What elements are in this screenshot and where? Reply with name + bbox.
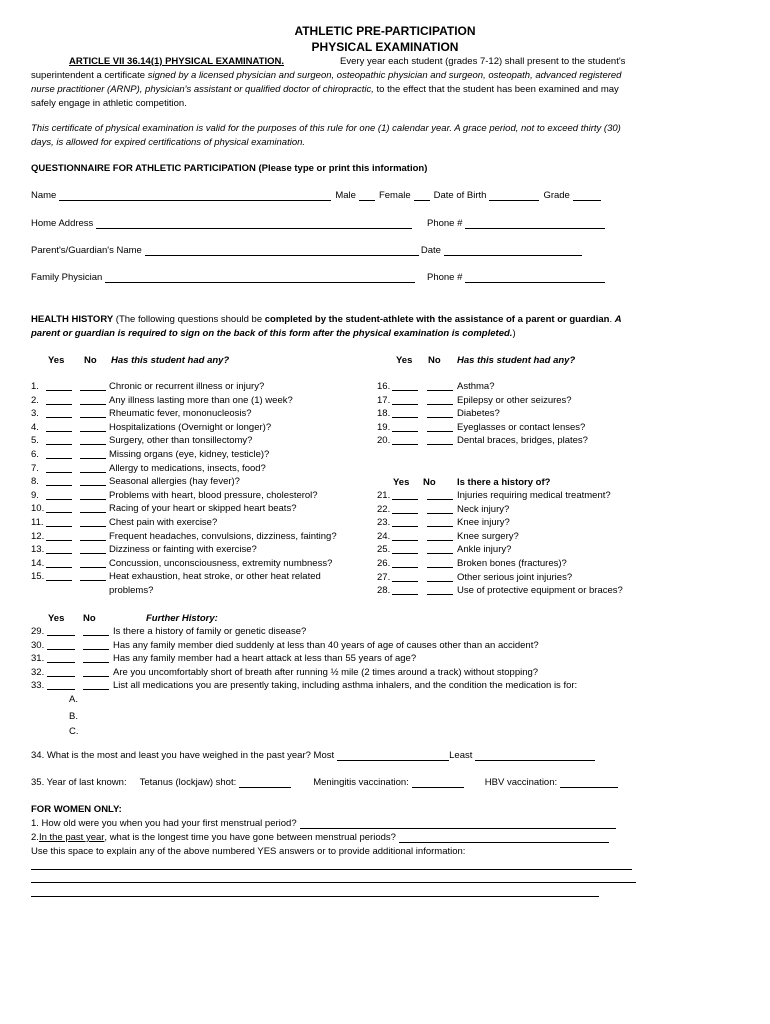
yes-blank[interactable]	[392, 490, 418, 500]
validity-text: This certificate of physical examination is valid for the purposes of this rule for one (1) calendar year. A grace period, not to exceed thirty (30) days, is allowed for expired certifications of physical examination.	[31, 123, 621, 148]
question-text: Seasonal allergies (hay fever)?	[109, 476, 240, 488]
name-label: Name	[31, 190, 57, 201]
question-number: 30.	[31, 639, 45, 651]
question-text: Knee surgery?	[457, 530, 519, 542]
question-text: Racing of your heart or skipped heart beats?	[109, 503, 297, 515]
question-number: 1.	[31, 381, 39, 392]
question-row	[31, 517, 371, 529]
question-number: 11.	[31, 517, 44, 528]
question-row	[31, 476, 371, 488]
q34-least-input[interactable]	[475, 750, 595, 761]
question-row	[377, 408, 647, 420]
q34-label: 34. What is the most and least you have weighed in the past year? Most	[31, 750, 335, 761]
form-title-line1: ATHLETIC PRE-PARTICIPATION	[294, 24, 476, 38]
yes-blank[interactable]	[46, 449, 72, 459]
yes-blank[interactable]	[46, 422, 72, 432]
right-question-header: Has this student had any?	[457, 355, 576, 366]
yes-blank[interactable]	[47, 667, 75, 677]
question-number: 26.	[377, 558, 391, 569]
no-blank[interactable]	[427, 531, 453, 541]
no-blank[interactable]	[80, 408, 106, 418]
no-blank[interactable]	[80, 381, 106, 391]
yes-blank[interactable]	[47, 626, 75, 636]
q34-most-input[interactable]	[337, 750, 449, 761]
question-row	[377, 490, 647, 502]
question-text: Asthma?	[457, 381, 495, 392]
no-blank[interactable]	[80, 463, 106, 473]
question-number: 23.	[377, 517, 391, 529]
right-no-header: No	[428, 355, 441, 366]
further-yes-header: Yes	[48, 613, 65, 624]
health-history-paragraph	[31, 313, 643, 341]
question-number: 7.	[31, 462, 39, 474]
question-number: 3.	[31, 408, 39, 420]
history-yes-header: Yes	[393, 477, 410, 488]
grade-input[interactable]	[573, 190, 601, 201]
question-row	[31, 422, 371, 434]
yes-blank[interactable]	[46, 381, 72, 391]
no-blank[interactable]	[80, 422, 106, 432]
question-number: 10.	[31, 503, 45, 515]
question-text: Has any family member had a heart attack at less than 55 years of age?	[113, 653, 417, 665]
question-number: 5.	[31, 435, 39, 447]
yes-blank[interactable]	[46, 531, 72, 541]
yes-blank[interactable]	[47, 653, 75, 663]
question-row	[31, 449, 371, 461]
question-row	[377, 544, 647, 556]
question-number: 22.	[377, 503, 391, 515]
article-heading: ARTICLE VII 36.14(1) PHYSICAL EXAMINATION.	[69, 56, 285, 67]
phone1-row	[427, 218, 605, 229]
article-text-b: signed by a licensed physician and surgeon, osteopathic physician and surgeon, osteopath, advanced registered nurse practitioner (ARNP), physician's assistant or qualified doctor of chiropractic,	[31, 70, 622, 95]
question-text: Allergy to medications, insects, food?	[109, 462, 266, 474]
q34-row	[31, 750, 595, 761]
question-row	[31, 435, 371, 447]
question-row	[31, 571, 371, 583]
question-number: 12.	[31, 530, 45, 542]
question-text: Broken bones (fractures)?	[457, 558, 567, 569]
no-blank[interactable]	[80, 395, 106, 405]
yes-blank[interactable]	[46, 408, 72, 418]
question-number: 24.	[377, 530, 391, 542]
no-blank[interactable]	[83, 640, 109, 650]
male-label: Male	[335, 190, 356, 201]
question-row	[377, 381, 647, 393]
further-no-header: No	[83, 613, 96, 624]
guardian-row	[31, 245, 582, 256]
question-row	[377, 395, 647, 407]
women-q1-row	[31, 818, 616, 829]
history-no-header: No	[423, 477, 436, 488]
question-text: Knee injury?	[457, 517, 510, 529]
no-blank[interactable]	[427, 517, 453, 527]
question-text: Epilepsy or other seizures?	[457, 394, 572, 406]
question-number: 20.	[377, 435, 391, 447]
no-blank[interactable]	[80, 544, 106, 554]
article-text-a: Every year each student (grades 7-12) shall present to the student's superintendent a certificate	[31, 56, 626, 81]
no-blank[interactable]	[427, 572, 453, 582]
questionnaire-heading: QUESTIONNAIRE FOR ATHLETIC PARTICIPATION (Please type or print this information)	[31, 163, 428, 174]
no-blank[interactable]	[427, 558, 453, 568]
women-q2-label: , what is the longest time you have gone between menstrual periods?	[104, 832, 396, 843]
question-row	[31, 544, 371, 556]
question-row	[31, 640, 651, 652]
grade-label: Grade	[543, 190, 570, 201]
no-blank[interactable]	[427, 381, 453, 391]
question-row	[377, 531, 647, 543]
question-text: List all medications you are presently taking, including asthma inhalers, and the condition the medication is for:	[113, 680, 578, 692]
question-number: 18.	[377, 408, 391, 420]
question-row	[377, 422, 647, 434]
question-number: 29.	[31, 626, 45, 637]
question-text: Has any family member died suddenly at less than 40 years of age of causes other than an accident?	[113, 639, 539, 651]
question-row	[31, 531, 371, 543]
question-text: Problems with heart, blood pressure, cholesterol?	[109, 489, 318, 501]
phone2-input[interactable]	[465, 272, 605, 283]
question-row	[377, 558, 647, 570]
question-text: Dizziness or fainting with exercise?	[109, 544, 257, 556]
physician-row	[31, 272, 415, 283]
no-blank[interactable]	[80, 531, 106, 541]
question-text: Chest pain with exercise?	[109, 517, 218, 528]
yes-blank[interactable]	[46, 476, 72, 486]
question-row	[31, 490, 371, 502]
women-q2-input[interactable]	[399, 832, 609, 843]
guardian-input[interactable]	[145, 245, 419, 256]
question-text: Eyeglasses or contact lenses?	[457, 421, 586, 433]
female-input[interactable]	[414, 190, 430, 201]
yes-blank[interactable]	[392, 504, 418, 514]
question-row	[31, 408, 371, 420]
question-number: 25.	[377, 544, 391, 556]
further-history-header: Further History:	[146, 613, 218, 624]
question-number: 2.	[31, 394, 39, 406]
explain-label: Use this space to explain any of the above numbered YES answers or to provide additional information:	[31, 846, 466, 857]
hbv-label: HBV vaccination:	[484, 777, 558, 788]
question-row	[31, 463, 371, 475]
dob-input[interactable]	[489, 190, 539, 201]
yes-blank[interactable]	[46, 558, 72, 568]
no-blank[interactable]	[427, 504, 453, 514]
meningitis-input[interactable]	[412, 777, 464, 788]
female-label: Female	[378, 190, 411, 201]
no-blank[interactable]	[427, 490, 453, 500]
question-number: 9.	[31, 489, 39, 501]
question-row	[377, 504, 647, 516]
no-blank[interactable]	[83, 653, 109, 663]
question-text: Ankle injury?	[457, 544, 512, 556]
question-number: 13.	[31, 544, 45, 556]
question-text: Diabetes?	[457, 408, 500, 420]
question-text: Is there a history of family or genetic disease?	[113, 626, 307, 637]
no-blank[interactable]	[427, 585, 453, 595]
yes-blank[interactable]	[46, 490, 72, 500]
left-yes-header: Yes	[48, 355, 65, 366]
dob-label: Date of Birth	[433, 190, 487, 201]
question-row	[31, 626, 651, 638]
question-number: 15.	[31, 571, 45, 583]
question-row	[31, 395, 371, 407]
left-question-header: Has this student had any?	[111, 355, 230, 366]
yes-blank[interactable]	[47, 640, 75, 650]
no-blank[interactable]	[80, 490, 106, 500]
question-text: Missing organs (eye, kidney, testicle)?	[109, 449, 270, 460]
question-row	[31, 667, 651, 679]
yes-blank[interactable]	[392, 572, 418, 582]
no-blank[interactable]	[83, 667, 109, 677]
question-row	[31, 381, 371, 393]
women-heading: FOR WOMEN ONLY:	[31, 804, 122, 815]
health-history-text5: )	[512, 328, 516, 339]
question-text: Are you uncomfortably short of breath after running ½ mile (2 times around a track) without stopping?	[113, 666, 539, 678]
yes-blank[interactable]	[392, 585, 418, 595]
question-text: Use of protective equipment or braces?	[457, 585, 623, 597]
question-row	[31, 558, 371, 570]
yes-blank[interactable]	[392, 544, 418, 554]
question-number: 27.	[377, 571, 391, 583]
physician-label: Family Physician	[31, 272, 103, 283]
question-number: 28.	[377, 585, 391, 597]
hbv-input[interactable]	[560, 777, 618, 788]
question-text: Dental braces, bridges, plates?	[457, 435, 588, 447]
no-blank[interactable]	[83, 680, 109, 690]
meningitis-label: Meningitis vaccination:	[313, 777, 409, 788]
yes-blank[interactable]	[46, 503, 72, 513]
left-no-header: No	[84, 355, 97, 366]
women-q1-label: 1. How old were you when you had your first menstrual period?	[31, 818, 297, 829]
women-q2-emphasis: In the past year	[38, 832, 105, 843]
explain-line-3[interactable]	[31, 896, 599, 897]
tetanus-label: Tetanus (lockjaw) shot:	[139, 777, 237, 788]
women-q2-num: 2.	[31, 832, 39, 843]
form-title-line2: PHYSICAL EXAMINATION	[311, 40, 459, 54]
guardian-label: Parent's/Guardian's Name	[31, 245, 142, 256]
question-number: 33.	[31, 680, 45, 692]
health-history-text4: A parent or guardian is required to sign on the back of this form after the physical examination is completed.	[31, 314, 622, 339]
no-blank[interactable]	[427, 408, 453, 418]
no-blank[interactable]	[80, 435, 106, 445]
yes-blank[interactable]	[47, 680, 75, 690]
date-input[interactable]	[444, 245, 582, 256]
yes-blank[interactable]	[392, 395, 418, 405]
question-row	[31, 680, 651, 692]
medication-c: C.	[69, 726, 79, 737]
phone1-input[interactable]	[465, 218, 605, 229]
explain-line-1[interactable]	[31, 869, 632, 870]
question-text: Chronic or recurrent illness or injury?	[109, 381, 265, 392]
no-blank[interactable]	[427, 544, 453, 554]
yes-blank[interactable]	[46, 395, 72, 405]
women-q1-input[interactable]	[300, 818, 616, 829]
yes-blank[interactable]	[46, 435, 72, 445]
health-history-text1: (The following questions should be	[113, 314, 265, 325]
yes-blank[interactable]	[392, 558, 418, 568]
no-blank[interactable]	[83, 626, 109, 636]
yes-blank[interactable]	[392, 422, 418, 432]
no-blank[interactable]	[80, 476, 106, 486]
yes-blank[interactable]	[392, 435, 418, 445]
phone2-row	[427, 272, 605, 283]
yes-blank[interactable]	[46, 517, 72, 527]
question-number: 6.	[31, 449, 39, 460]
question-number: 21.	[377, 490, 391, 501]
history-question-header: Is there a history of?	[457, 477, 551, 488]
question-number: 19.	[377, 421, 391, 433]
health-history-text3: .	[609, 314, 615, 325]
explain-line-2[interactable]	[31, 882, 636, 883]
article-text-c: to the effect that the student has been examined and may safely engage in athletic competition.	[31, 84, 619, 109]
no-blank[interactable]	[427, 395, 453, 405]
physician-input[interactable]	[105, 272, 415, 283]
question-text: Neck injury?	[457, 503, 510, 515]
name-row	[31, 190, 601, 201]
question-row	[377, 435, 647, 447]
question-number: 31.	[31, 653, 45, 665]
no-blank[interactable]	[80, 571, 106, 581]
address-input[interactable]	[96, 218, 412, 229]
question-text: Frequent headaches, convulsions, dizziness, fainting?	[109, 530, 337, 542]
question-text: Hospitalizations (Overnight or longer)?	[109, 421, 272, 433]
yes-blank[interactable]	[392, 381, 418, 391]
no-blank[interactable]	[427, 435, 453, 445]
medication-a: A.	[69, 694, 78, 705]
question-row	[377, 585, 647, 597]
question-row	[31, 653, 651, 665]
question-row	[377, 517, 647, 529]
item15-continuation: problems?	[109, 585, 154, 596]
address-row	[31, 218, 412, 229]
question-number: 4.	[31, 421, 39, 433]
question-number: 16.	[377, 381, 391, 392]
phone1-label: Phone #	[427, 218, 463, 229]
yes-blank[interactable]	[46, 463, 72, 473]
question-text: Injuries requiring medical treatment?	[457, 490, 611, 501]
no-blank[interactable]	[427, 422, 453, 432]
tetanus-input[interactable]	[239, 777, 291, 788]
name-input[interactable]	[59, 190, 331, 201]
question-number: 14.	[31, 557, 45, 569]
right-yes-header: Yes	[396, 355, 413, 366]
article-paragraph	[31, 55, 640, 111]
question-row	[31, 503, 371, 515]
women-q2-row	[31, 832, 609, 843]
question-text: Concussion, unconsciousness, extremity numbness?	[109, 557, 333, 569]
date-label: Date	[420, 245, 441, 256]
question-row	[377, 572, 647, 584]
yes-blank[interactable]	[46, 544, 72, 554]
no-blank[interactable]	[80, 558, 106, 568]
question-number: 8.	[31, 476, 39, 488]
question-number: 32.	[31, 666, 45, 678]
yes-blank[interactable]	[392, 517, 418, 527]
yes-blank[interactable]	[392, 531, 418, 541]
medication-b: B.	[69, 711, 78, 722]
no-blank[interactable]	[80, 517, 106, 527]
male-input[interactable]	[359, 190, 375, 201]
address-label: Home Address	[31, 218, 94, 229]
yes-blank[interactable]	[392, 408, 418, 418]
question-text: Any illness lasting more than one (1) week?	[109, 394, 293, 406]
no-blank[interactable]	[80, 449, 106, 459]
q35-row	[31, 777, 618, 788]
health-history-label: HEALTH HISTORY	[31, 314, 114, 325]
question-text: Rheumatic fever, mononucleosis?	[109, 408, 252, 420]
question-text: Other serious joint injuries?	[457, 571, 573, 583]
phone2-label: Phone #	[427, 272, 463, 283]
question-number: 17.	[377, 394, 391, 406]
yes-blank[interactable]	[46, 571, 72, 581]
question-text: Heat exhaustion, heat stroke, or other heat related	[109, 571, 321, 583]
q34-least-label: Least	[449, 750, 473, 761]
q35-label: 35. Year of last known:	[31, 777, 127, 788]
no-blank[interactable]	[80, 503, 106, 513]
health-history-text2: completed by the student-athlete with the assistance of a parent or guardian	[264, 314, 610, 325]
question-text: Surgery, other than tonsillectomy?	[109, 435, 253, 447]
